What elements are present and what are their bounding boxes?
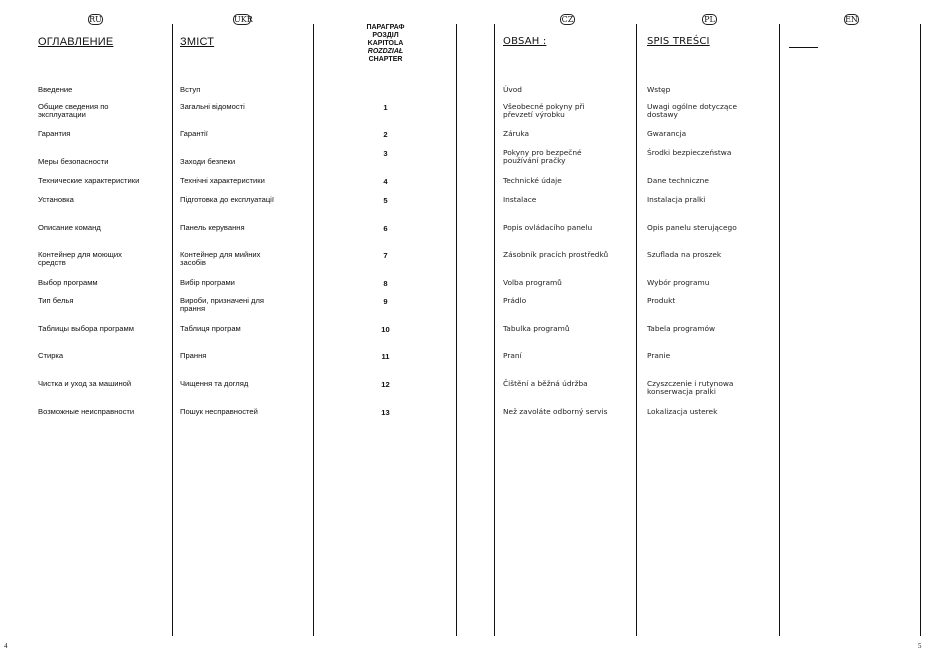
chapter-number: 7 <box>383 251 388 260</box>
toc-item-ru: Тип белья <box>38 296 74 305</box>
column-divider <box>313 24 314 636</box>
chapter-number: 3 <box>383 149 388 158</box>
chapter-header <box>318 24 453 64</box>
toc-item-ukr: Гарантії <box>180 129 208 138</box>
column-divider <box>779 24 780 636</box>
column-divider <box>172 24 173 636</box>
toc-item-cz: Volba programů <box>503 278 562 287</box>
chapter-number: 13 <box>381 408 390 417</box>
language-badge-pl: PL <box>702 14 717 25</box>
title-pl: SPIS TREŚCI <box>647 36 710 47</box>
toc-item-cz: Zásobník pracích prostředků <box>503 250 609 259</box>
toc-item-cz: Popis ovládacího panelu <box>503 223 593 232</box>
toc-item-ru: Выбор программ <box>38 278 98 287</box>
toc-item-pl <box>647 380 733 397</box>
toc-item-pl: Lokalizacja usterek <box>647 407 718 416</box>
toc-item-pl: Instalacja pralki <box>647 195 706 204</box>
toc-item-ukr-text: Вироби, призначені для прання <box>180 296 265 314</box>
toc-item-pl <box>647 103 737 120</box>
toc-item-ru: Стирка <box>38 351 64 360</box>
toc-item-ukr: Таблиця програм <box>180 324 241 333</box>
chapter-number: 8 <box>383 279 388 288</box>
chapter-number: 11 <box>381 352 390 361</box>
chapter-number: 12 <box>381 380 390 389</box>
chapter-header-line: РОЗДІЛ <box>372 32 399 39</box>
toc-item-ukr: Технічні характеристики <box>180 176 265 185</box>
toc-item-cz: Tabulka programů <box>503 324 570 333</box>
toc-item-ukr: Загальні відомості <box>180 102 245 111</box>
toc-item-pl: Produkt <box>647 296 676 305</box>
toc-item-cz-text: Pokyny pro bezpečné používání pračky <box>503 148 582 166</box>
column-divider <box>920 24 921 636</box>
toc-item-cz-text: Všeobecné pokyny při převzetí výrobku <box>503 102 585 120</box>
toc-item-ru: Таблицы выбора программ <box>38 324 134 333</box>
title-en-blank-line <box>789 47 818 48</box>
toc-item-pl: Wybór programu <box>647 278 710 287</box>
toc-item-cz <box>503 103 585 120</box>
toc-item-ukr-text: Контейнер для мийних засобів <box>180 250 261 268</box>
toc-item-ru: Возможные неисправности <box>38 407 135 416</box>
toc-item-ru: Установка <box>38 195 74 204</box>
toc-item-ru: Гарантия <box>38 129 71 138</box>
toc-item-ukr: Вибір програми <box>180 278 235 287</box>
chapter-number: 10 <box>381 325 390 334</box>
toc-item-ru: Технические характеристики <box>38 176 140 185</box>
toc-item-ru <box>38 103 109 120</box>
toc-item-ru: Меры безопасности <box>38 157 109 166</box>
chapter-number: 9 <box>383 297 388 306</box>
language-badge-ukr: UKR <box>234 15 253 24</box>
toc-item-ukr: Пошук несправностей <box>180 407 258 416</box>
column-divider <box>494 24 495 636</box>
toc-item-ru: Введение <box>38 85 73 94</box>
toc-item-ukr: Прання <box>180 351 207 360</box>
toc-item-pl: Pranie <box>647 351 671 360</box>
chapter-number: 4 <box>383 177 388 186</box>
toc-item-ru: Описание команд <box>38 223 101 232</box>
chapter-number: 1 <box>383 103 388 112</box>
chapter-header-line: ПАРАГРАФ <box>366 24 405 31</box>
language-badge-cz: CZ <box>561 15 574 24</box>
toc-item-pl: Tabela programów <box>647 324 716 333</box>
toc-item-cz: Úvod <box>503 85 522 94</box>
chapter-number: 2 <box>383 130 388 139</box>
toc-item-pl: Opis panelu sterującego <box>647 223 737 232</box>
toc-item-pl: Środki bezpieczeństwa <box>647 148 732 157</box>
chapter-header-line: KAPITOLA <box>367 40 404 47</box>
toc-item-pl-text: Uwagi ogólne dotyczące dostawy <box>647 102 738 120</box>
language-badge-ru: RU <box>89 15 102 24</box>
toc-item-ru-text: Контейнер для моющих средств <box>38 250 122 268</box>
toc-item-cz: Prádlo <box>503 296 527 305</box>
chapter-header-line: CHAPTER <box>368 56 403 63</box>
toc-item-cz: Technické údaje <box>503 176 562 185</box>
chapter-number: 6 <box>383 224 388 233</box>
column-divider <box>636 24 637 636</box>
chapter-number: 5 <box>383 196 388 205</box>
toc-item-pl: Wstęp <box>647 85 671 94</box>
toc-item-ukr: Панель керування <box>180 223 245 232</box>
toc-item-pl-text: Czyszczenie i rutynowa konserwacja pralki <box>647 379 734 397</box>
toc-item-ukr: Чищення та догляд <box>180 379 249 388</box>
toc-item-ru <box>38 251 122 268</box>
toc-item-ukr: Підготовка до експлуатації <box>180 195 274 204</box>
toc-item-ukr <box>180 297 264 314</box>
title-cz: OBSAH : <box>503 36 547 47</box>
toc-item-cz: Záruka <box>503 129 529 138</box>
toc-item-pl: Dane techniczne <box>647 176 709 185</box>
toc-item-pl: Szuflada na proszek <box>647 250 722 259</box>
column-divider <box>456 24 457 636</box>
toc-item-ukr <box>180 251 260 268</box>
page-number-left: 4 <box>4 642 8 650</box>
toc-item-cz: Instalace <box>503 195 537 204</box>
language-badge-en: EN <box>845 15 858 24</box>
toc-item-cz: Než zavoláte odborný servis <box>503 407 608 416</box>
toc-item-cz: Praní <box>503 351 522 360</box>
title-ukr: ЗМІСТ <box>180 36 215 48</box>
page-number-right: 5 <box>918 642 922 650</box>
toc-item-pl: Gwarancja <box>647 129 687 138</box>
title-ru: ОГЛАВЛЕНИЕ <box>38 36 114 48</box>
chapter-header-line: ROZDZIAŁ <box>367 48 404 55</box>
toc-item-cz <box>503 149 582 166</box>
toc-item-ukr: Вступ <box>180 85 201 94</box>
toc-item-cz: Čištění a běžná údržba <box>503 379 588 388</box>
toc-item-ukr: Заходи безпеки <box>180 157 236 166</box>
toc-item-ru-text: Общие сведения по эксплуатации <box>38 102 109 120</box>
toc-item-ru: Чистка и уход за машиной <box>38 379 132 388</box>
